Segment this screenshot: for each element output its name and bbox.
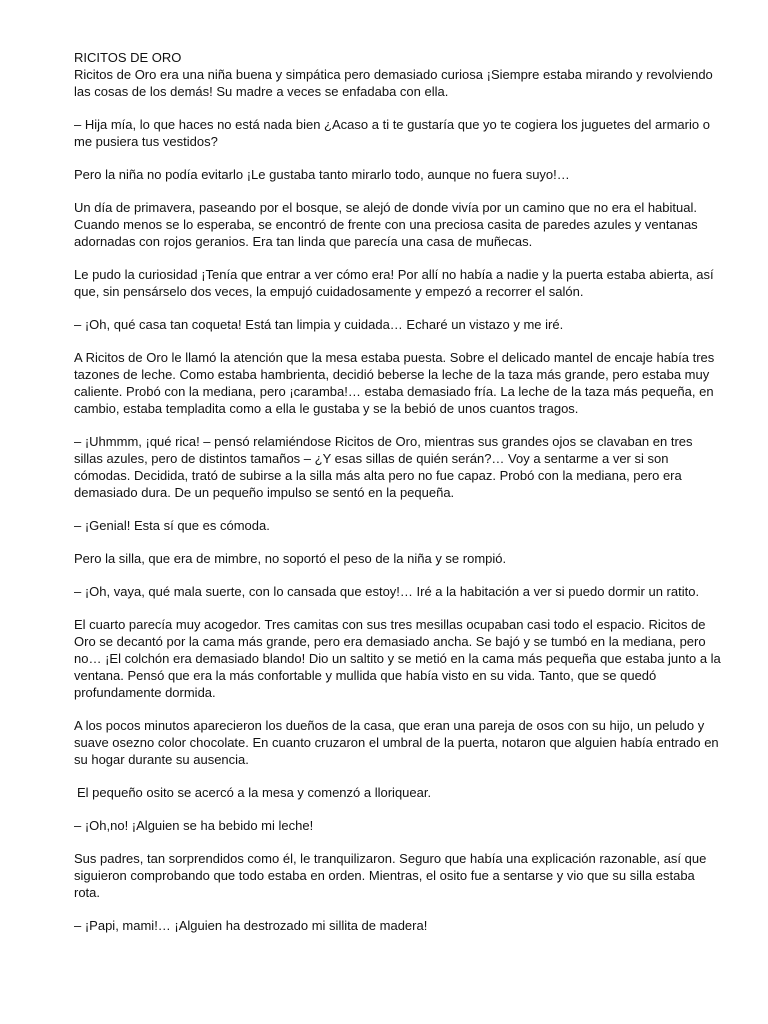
paragraph-17: – ¡Papi, mami!… ¡Alguien ha destrozado mi sillita de madera! xyxy=(74,918,428,933)
document-title: RICITOS DE ORO xyxy=(74,50,182,65)
paragraph-7: A Ricitos de Oro le llamó la atención que la mesa estaba puesta. Sobre el delicado mantel de encaje había tres tazones de leche. Como estaba hambrienta, decidió beberse la leche de la taza más grande, pero estaba muy caliente. Probó con la mediana, pero ¡caramba!… estaba demasiado fría. La leche de la taza más pequeña, en cambio, estaba templadita como a ella le gustaba y se la bebió de unos cuantos tragos. xyxy=(74,350,715,416)
paragraph-8: – ¡Uhmmm, ¡qué rica! – pensó relamiéndose Ricitos de Oro, mientras sus grandes ojos se clavaban en tres sillas azules, pero de distintos tamaños – ¿Y esas sillas de quién serán?… Voy a sentarme a ver si son cómodas. Decidida, trató de subirse a la silla más alta pero no fue capaz. Probó con la mediana, pero era demasiado dura. De un pequeño impulso se sentó en la pequeña. xyxy=(74,434,693,500)
paragraph-2: – Hija mía, lo que haces no está nada bien ¿Acaso a ti te gustaría que yo te cogiera los juguetes del armario o me pusiera tus vestidos? xyxy=(74,117,710,149)
document-page xyxy=(74,49,724,950)
paragraph-12: El cuarto parecía muy acogedor. Tres camitas con sus tres mesillas ocupaban casi todo el espacio. Ricitos de Oro se decantó por la cama más grande, pero era demasiado ancha. Se bajó y se tumbó en la mediana, pero no… ¡El colchón era demasiado blando! Dio un saltito y se metió en la cama más pequeña que estaba junto a la ventana. Pensó que era la más confortable y mullida que había visto en su vida. Tanto, que se quedó profundamente dormida. xyxy=(74,617,721,700)
paragraph-1: Ricitos de Oro era una niña buena y simpática pero demasiado curiosa ¡Siempre estaba mirando y revolviendo las cosas de los demás! Su madre a veces se enfadaba con ella. xyxy=(74,67,713,99)
paragraph-10: Pero la silla, que era de mimbre, no soportó el peso de la niña y se rompió. xyxy=(74,551,507,566)
paragraph-16: Sus padres, tan sorprendidos como él, le tranquilizaron. Seguro que había una explicación razonable, así que siguieron comprobando que todo estaba en orden. Mientras, el osito fue a sentarse y vio que su silla estaba rota. xyxy=(74,851,707,900)
paragraph-3: Pero la niña no podía evitarlo ¡Le gustaba tanto mirarlo todo, aunque no fuera suyo!… xyxy=(74,167,570,182)
paragraph-14: El pequeño osito se acercó a la mesa y comenzó a lloriquear. xyxy=(77,785,432,800)
paragraph-11: – ¡Oh, vaya, qué mala suerte, con lo cansada que estoy!… Iré a la habitación a ver si puedo dormir un ratito. xyxy=(74,584,700,599)
paragraph-5: Le pudo la curiosidad ¡Tenía que entrar a ver cómo era! Por allí no había a nadie y la puerta estaba abierta, así que, sin pensárselo dos veces, la empujó cuidadosamente y empezó a recorrer el salón. xyxy=(74,267,714,299)
paragraph-13: A los pocos minutos aparecieron los dueños de la casa, que eran una pareja de osos con su hijo, un peludo y suave osezno color chocolate. En cuanto cruzaron el umbral de la puerta, notaron que alguien había entrado en su hogar durante su ausencia. xyxy=(74,718,719,767)
paragraph-15: – ¡Oh,no! ¡Alguien se ha bebido mi leche! xyxy=(74,818,314,833)
paragraph-6: – ¡Oh, qué casa tan coqueta! Está tan limpia y cuidada… Echaré un vistazo y me iré. xyxy=(74,317,564,332)
paragraph-4: Un día de primavera, paseando por el bosque, se alejó de donde vivía por un camino que no era el habitual. Cuando menos se lo esperaba, se encontró de frente con una preciosa casita de paredes azules y ventanas adornadas con rojos geranios. Era tan linda que parecía una casa de muñecas. xyxy=(74,200,698,249)
paragraph-9: – ¡Genial! Esta sí que es cómoda. xyxy=(74,518,270,533)
